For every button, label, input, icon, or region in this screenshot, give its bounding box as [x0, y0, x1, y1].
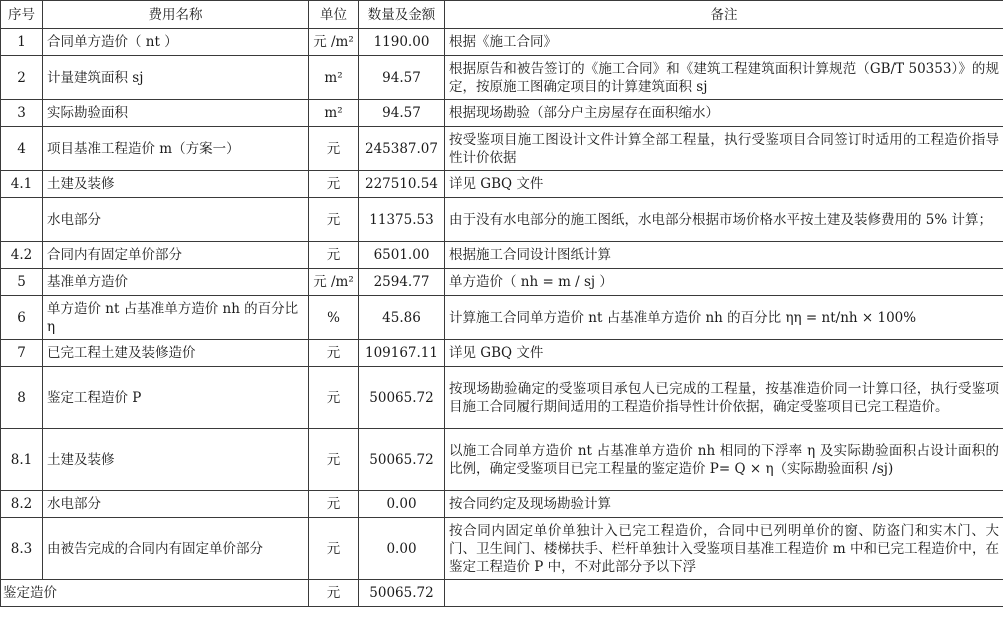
- row-no: 8.3: [1, 518, 43, 580]
- row-unit: m²: [309, 56, 359, 100]
- row-name: 已完工程土建及装修造价: [43, 340, 309, 367]
- footer-row: [1, 580, 1003, 607]
- header-unit: 单位: [309, 1, 359, 29]
- row-amount: 0.00: [359, 491, 445, 518]
- row-amount: 0.00: [359, 518, 445, 580]
- table-row: [1, 100, 1003, 127]
- table-row: [1, 242, 1003, 269]
- row-unit: 元: [309, 429, 359, 491]
- table-row: [1, 491, 1003, 518]
- table-row: [1, 56, 1003, 100]
- row-name: 合同单方造价（ nt ）: [43, 29, 309, 56]
- header-note: 备注: [445, 1, 1003, 29]
- row-amount: 2594.77: [359, 269, 445, 296]
- row-note: 计算施工合同单方造价 nt 占基准单方造价 nh 的百分比 ηη = nt/nh × 100%: [445, 296, 1003, 340]
- row-note: 按受鉴项目施工图设计文件计算全部工程量，执行受鉴项目合同签订时适用的工程造价指导性计价依据: [445, 127, 1003, 171]
- table-row: [1, 269, 1003, 296]
- row-unit: 元: [309, 367, 359, 429]
- row-name: 单方造价 nt 占基准单方造价 nh 的百分比 η: [43, 296, 309, 340]
- row-unit: 元: [309, 340, 359, 367]
- row-amount: 11375.53: [359, 198, 445, 242]
- row-no: 3: [1, 100, 43, 127]
- row-name: 计量建筑面积 sj: [43, 56, 309, 100]
- row-note: 按合同内固定单价单独计入已完工程造价，合同中已列明单价的窗、防盗门和实木门、大门、卫生间门、楼梯扶手、栏杆单独计入受鉴项目基准工程造价 m 中和已完工程造价中，在鉴定工程造价 P 中，不对此部分予以下浮: [445, 518, 1003, 580]
- row-no: 5: [1, 269, 43, 296]
- row-unit: 元: [309, 171, 359, 198]
- row-name: 基准单方造价: [43, 269, 309, 296]
- row-no: 8: [1, 367, 43, 429]
- table-row: [1, 198, 1003, 242]
- row-amount: 50065.72: [359, 429, 445, 491]
- row-unit: %: [309, 296, 359, 340]
- table-row: [1, 340, 1003, 367]
- row-note: 按现场勘验确定的受鉴项目承包人已完成的工程量，按基准造价同一计算口径，执行受鉴项目施工合同履行期间适用的工程造价指导性计价依据，确定受鉴项目已完工程造价。: [445, 367, 1003, 429]
- footer-note: [445, 580, 1003, 607]
- table-row: [1, 127, 1003, 171]
- row-note: 由于没有水电部分的施工图纸，水电部分根据市场价格水平按土建及装修费用的 5% 计算；: [445, 198, 1003, 242]
- row-amount: 109167.11: [359, 340, 445, 367]
- row-note: 详见 GBQ 文件: [445, 340, 1003, 367]
- table-row: [1, 171, 1003, 198]
- header-name: 费用名称: [43, 1, 309, 29]
- row-amount: 6501.00: [359, 242, 445, 269]
- row-name: 水电部分: [43, 198, 309, 242]
- row-name: 项目基准工程造价 m（方案一）: [43, 127, 309, 171]
- row-note: 详见 GBQ 文件: [445, 171, 1003, 198]
- table-row: [1, 518, 1003, 580]
- row-name: 合同内有固定单价部分: [43, 242, 309, 269]
- row-unit: 元: [309, 491, 359, 518]
- row-amount: 1190.00: [359, 29, 445, 56]
- row-unit: 元: [309, 242, 359, 269]
- row-note: 按合同约定及现场勘验计算: [445, 491, 1003, 518]
- row-note: 以施工合同单方造价 nt 占基准单方造价 nh 相同的下浮率 η 及实际勘验面积占设计面积的比例，确定受鉴项目已完工程量的鉴定造价 P= Q × η（实际勘验面积 /sj): [445, 429, 1003, 491]
- row-unit: 元: [309, 198, 359, 242]
- row-no: 8.2: [1, 491, 43, 518]
- row-no: 4.2: [1, 242, 43, 269]
- table-row: [1, 29, 1003, 56]
- row-amount: 245387.07: [359, 127, 445, 171]
- row-no: 4.1: [1, 171, 43, 198]
- footer-label: 鉴定造价: [1, 580, 309, 607]
- row-no: 8.1: [1, 429, 43, 491]
- row-no: 2: [1, 56, 43, 100]
- row-name: 由被告完成的合同内有固定单价部分: [43, 518, 309, 580]
- row-no: 6: [1, 296, 43, 340]
- row-amount: 45.86: [359, 296, 445, 340]
- table-row: [1, 367, 1003, 429]
- footer-amount: 50065.72: [359, 580, 445, 607]
- row-unit: 元 /m²: [309, 29, 359, 56]
- row-amount: 94.57: [359, 100, 445, 127]
- row-amount: 227510.54: [359, 171, 445, 198]
- header-no: 序号: [1, 1, 43, 29]
- row-unit: 元: [309, 127, 359, 171]
- header-amount: 数量及金额: [359, 1, 445, 29]
- row-name: 鉴定工程造价 P: [43, 367, 309, 429]
- row-no: 7: [1, 340, 43, 367]
- row-no: [1, 198, 43, 242]
- row-unit: 元: [309, 518, 359, 580]
- row-no: 1: [1, 29, 43, 56]
- row-note: 根据现场勘验（部分户主房屋存在面积缩水）: [445, 100, 1003, 127]
- row-name: 土建及装修: [43, 171, 309, 198]
- row-unit: 元 /m²: [309, 269, 359, 296]
- row-name: 水电部分: [43, 491, 309, 518]
- table-row: [1, 296, 1003, 340]
- row-amount: 50065.72: [359, 367, 445, 429]
- row-note: 根据施工合同设计图纸计算: [445, 242, 1003, 269]
- row-note: 根据原告和被告签订的《施工合同》和《建筑工程建筑面积计算规范（GB/T 50353）》的规定，按原施工图确定项目的计算建筑面积 sj: [445, 56, 1003, 100]
- row-no: 4: [1, 127, 43, 171]
- row-note: 单方造价（ nh = m / sj ）: [445, 269, 1003, 296]
- row-name: 土建及装修: [43, 429, 309, 491]
- row-note: 根据《施工合同》: [445, 29, 1003, 56]
- row-unit: m²: [309, 100, 359, 127]
- row-amount: 94.57: [359, 56, 445, 100]
- table-row: [1, 429, 1003, 491]
- header-row: [1, 1, 1003, 29]
- footer-unit: 元: [309, 580, 359, 607]
- row-name: 实际勘验面积: [43, 100, 309, 127]
